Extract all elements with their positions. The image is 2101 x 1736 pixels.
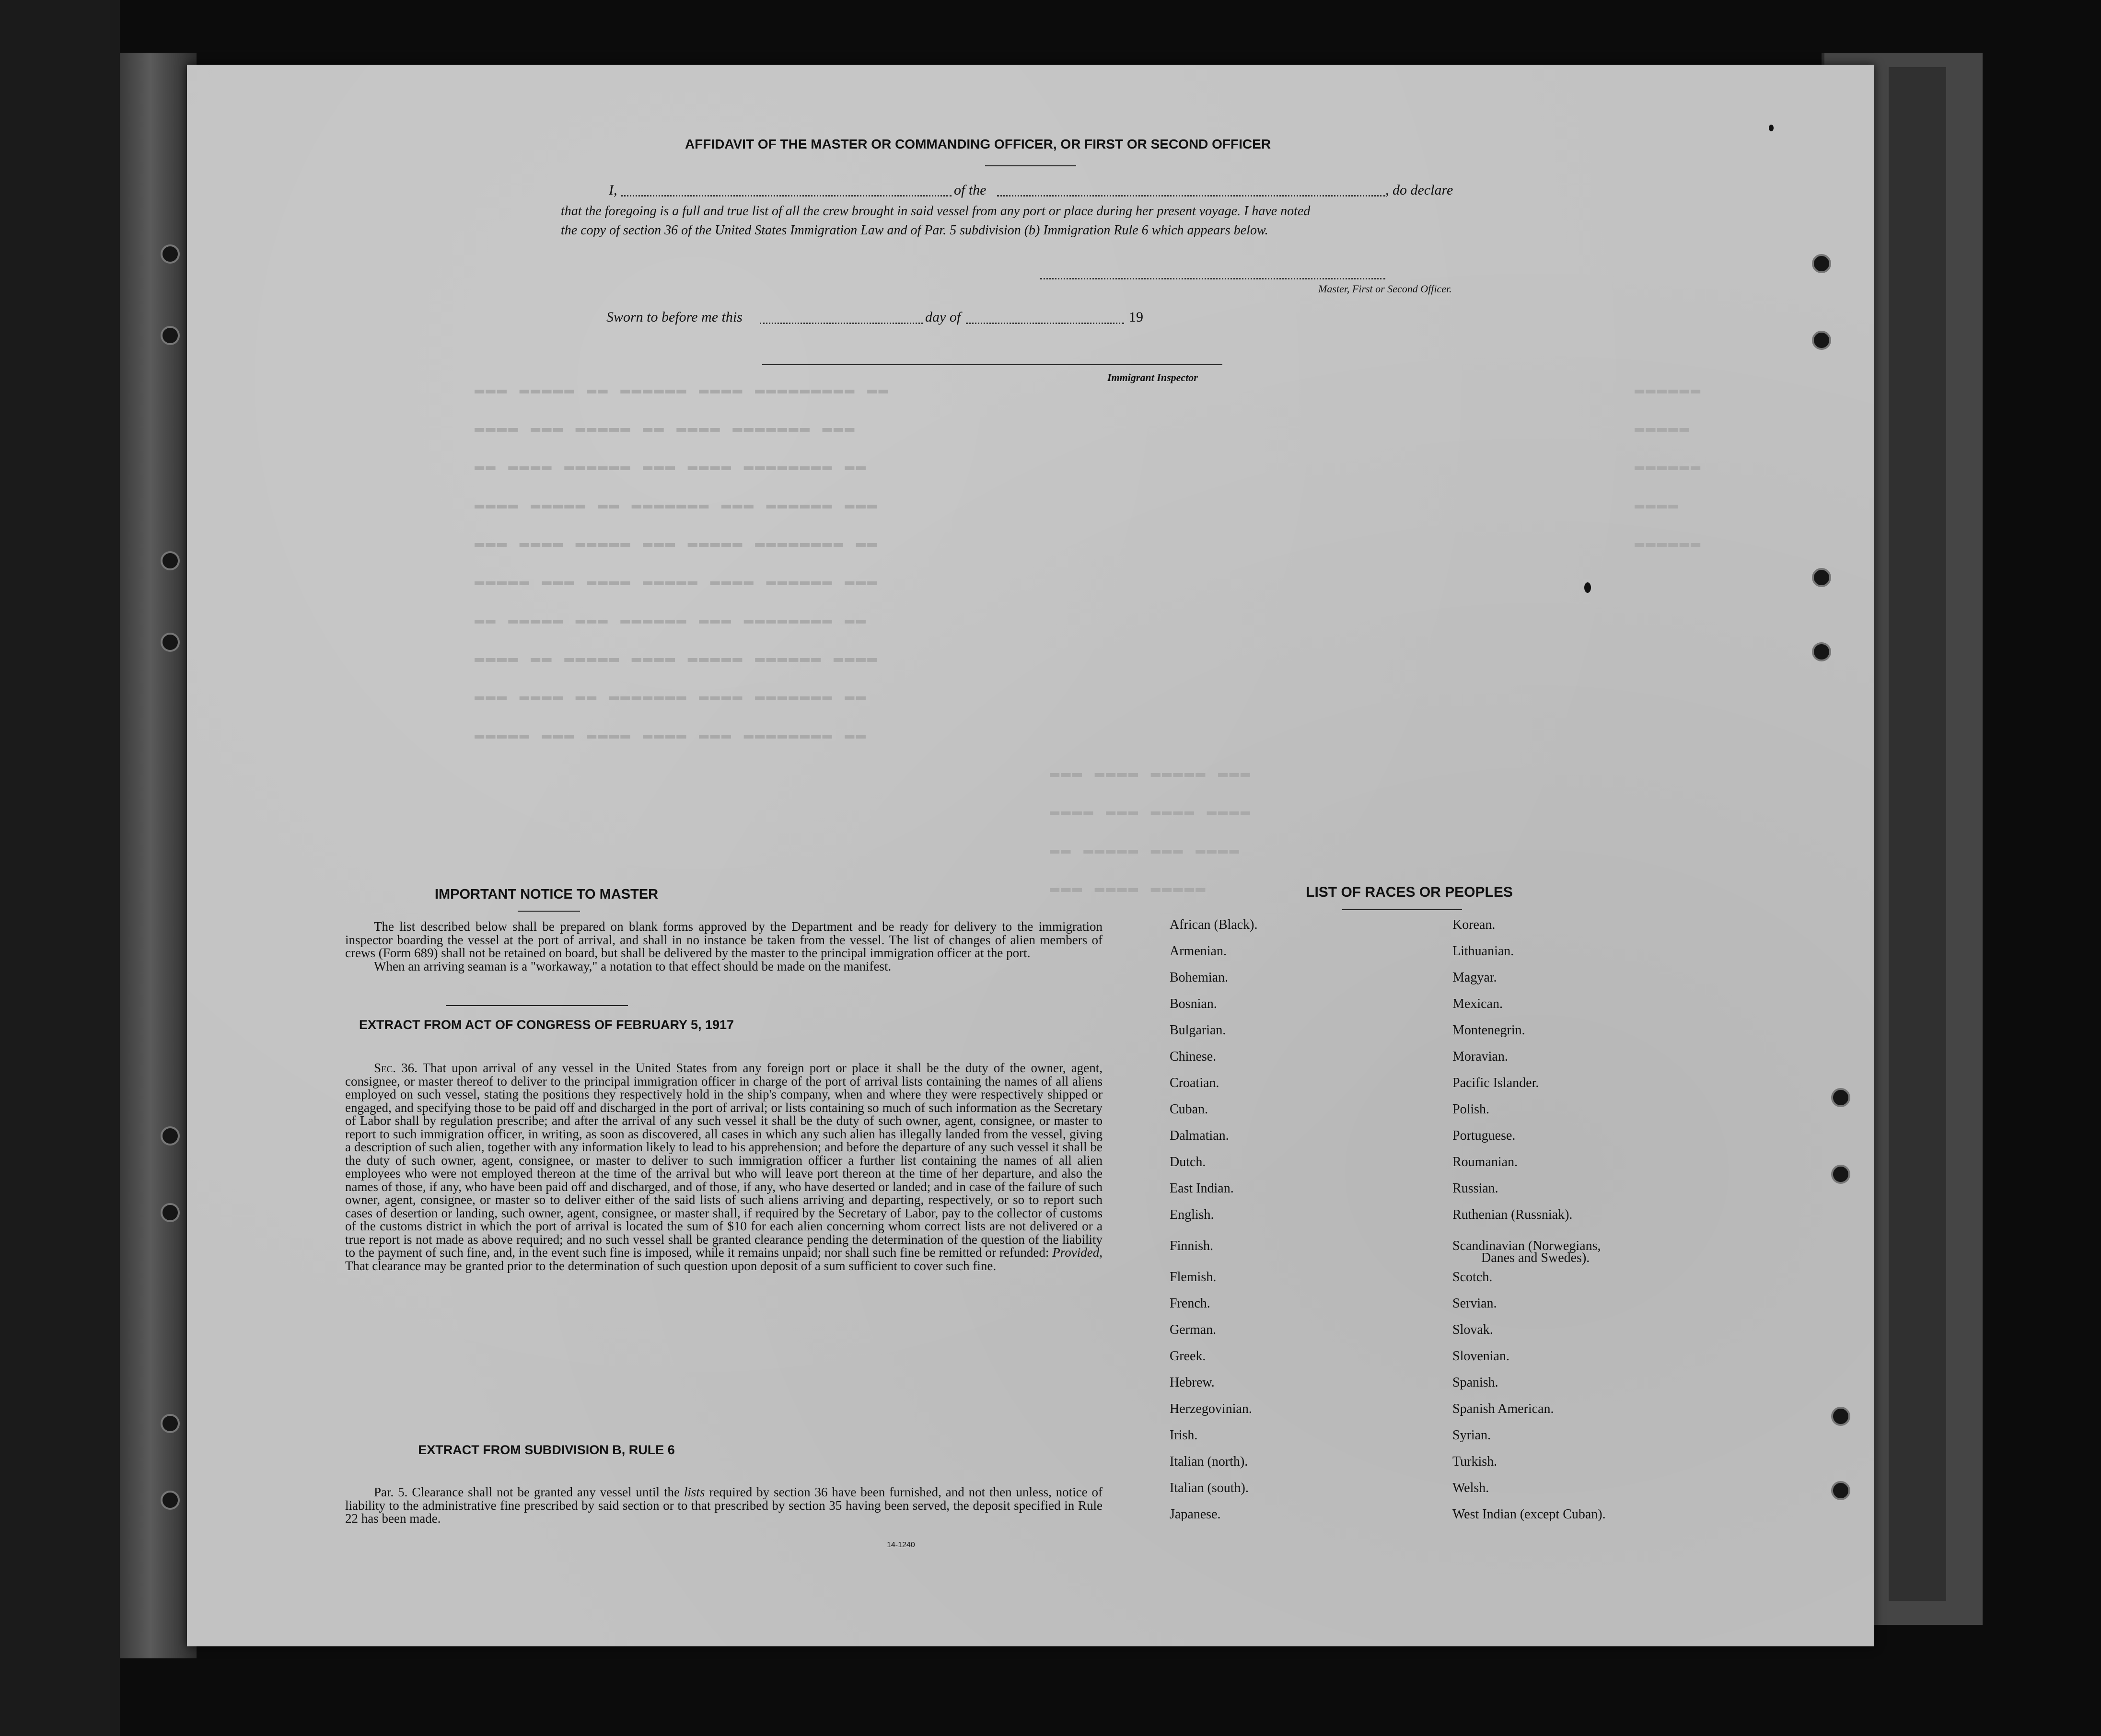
binder-hole	[161, 1203, 180, 1222]
race-item: Portuguese.	[1452, 1128, 1516, 1143]
rule-text-end: required by section 36 have been furnished, and not then unless, notice of liability to the administrative fine prescribed by said section or to that prescribed by section 35 having been served, the deposit specified in Rule 22 has been made.	[345, 1485, 1103, 1526]
binder-hole	[1831, 1407, 1850, 1426]
race-item: French.	[1170, 1296, 1210, 1311]
race-item: Hebrew.	[1170, 1375, 1215, 1390]
race-item: Cuban.	[1170, 1102, 1208, 1117]
race-item-continuation: Danes and Swedes).	[1481, 1250, 1590, 1265]
bleed-through: ▬▬▬▬▬ ▬▬▬ ▬▬▬▬ ▬▬▬▬▬ ▬▬▬▬ ▬▬▬▬▬▬ ▬▬▬	[475, 573, 879, 591]
sworn-text: Sworn to before me this	[606, 309, 743, 325]
binder-hole	[1831, 1088, 1850, 1107]
race-item: Welsh.	[1452, 1481, 1489, 1495]
officer-signature-field[interactable]	[1040, 278, 1385, 279]
bleed-through: ▬▬ ▬▬▬▬▬ ▬▬▬ ▬▬▬▬	[1050, 841, 1241, 859]
bleed-through: ▬▬▬ ▬▬▬▬▬ ▬▬ ▬▬▬▬▬▬ ▬▬▬▬ ▬▬▬▬▬▬▬▬▬ ▬▬	[475, 381, 890, 399]
race-item: Moravian.	[1452, 1049, 1508, 1064]
act-extract-title: EXTRACT FROM ACT OF CONGRESS OF FEBRUARY 5, 1917	[359, 1018, 734, 1032]
race-item: East Indian.	[1170, 1181, 1234, 1196]
race-item: Armenian.	[1170, 944, 1227, 959]
race-item: Herzegovinian.	[1170, 1401, 1252, 1416]
notice-title: IMPORTANT NOTICE TO MASTER	[434, 887, 659, 902]
race-item: West Indian (except Cuban).	[1452, 1507, 1606, 1522]
race-item: Greek.	[1170, 1349, 1206, 1364]
affidavit-line-2: that the foregoing is a full and true list of all the crew brought in said vessel from any port or place during her present voyage. I have noted	[561, 204, 1311, 219]
signature-label: Master, First or Second Officer.	[1318, 283, 1452, 295]
binder-hole	[161, 326, 180, 345]
notice-text	[345, 920, 1103, 973]
notice-paragraph-2: When an arriving seaman is a "workaway," a notation to that effect should be made on the manifest.	[374, 959, 892, 973]
race-item: Dutch.	[1170, 1155, 1206, 1169]
section-divider	[446, 1005, 628, 1006]
speck	[1584, 582, 1591, 593]
binder-strip	[120, 53, 197, 1658]
affidavit-line-3: the copy of section 36 of the United States Immigration Law and of Par. 5 subdivision (b) Immigration Rule 6 which appears below.	[561, 223, 1268, 238]
race-item: Bohemian.	[1170, 970, 1229, 985]
binder-hole	[1831, 1481, 1850, 1500]
left-dark-border	[0, 0, 120, 1736]
form-number: 14-1240	[887, 1541, 915, 1549]
sworn-year: 19	[1129, 309, 1143, 325]
binder-hole	[1812, 568, 1831, 587]
bleed-through: ▬▬▬ ▬▬▬▬ ▬▬▬▬▬ ▬▬▬ ▬▬▬▬▬ ▬▬▬▬▬▬▬▬ ▬▬	[475, 534, 879, 553]
bleed-through: ▬▬▬▬	[1635, 496, 1680, 514]
race-item: Japanese.	[1170, 1507, 1221, 1522]
race-item: Servian.	[1452, 1296, 1497, 1311]
races-title: LIST OF RACES OR PEOPLES	[1306, 884, 1513, 900]
race-item: Montenegrin.	[1452, 1023, 1525, 1038]
act-extract-text	[345, 1062, 1103, 1273]
bleed-through: ▬▬▬▬▬▬	[1635, 381, 1702, 399]
declare-suffix: , do declare	[1385, 182, 1453, 198]
race-item: Italian (north).	[1170, 1454, 1248, 1469]
race-item: Chinese.	[1170, 1049, 1217, 1064]
inspector-label: Immigrant Inspector	[1107, 371, 1198, 383]
binder-hole	[1812, 642, 1831, 661]
bleed-through: ▬▬▬▬▬	[1635, 419, 1691, 438]
binder-hole	[161, 633, 180, 652]
race-item: Italian (south).	[1170, 1481, 1249, 1495]
binder-hole	[161, 1414, 180, 1433]
race-item: Slovak.	[1452, 1322, 1493, 1337]
bleed-through: ▬▬▬ ▬▬▬▬ ▬▬ ▬▬▬▬▬▬▬ ▬▬▬▬ ▬▬▬▬▬▬▬ ▬▬	[475, 688, 868, 706]
vessel-prefix: of the	[954, 182, 987, 198]
race-item: Russian.	[1452, 1181, 1498, 1196]
binder-hole	[161, 1126, 180, 1146]
race-item: Korean.	[1452, 917, 1496, 932]
notice-underline	[518, 911, 580, 912]
race-item: English.	[1170, 1207, 1214, 1222]
rule-extract-text	[345, 1486, 1103, 1526]
declarant-name-field[interactable]	[621, 195, 952, 197]
bleed-through: ▬▬▬▬▬▬	[1635, 458, 1702, 476]
race-item: Magyar.	[1452, 970, 1497, 985]
race-item: Scotch.	[1452, 1270, 1493, 1285]
race-item: Turkish.	[1452, 1454, 1497, 1469]
bleed-through: ▬▬ ▬▬▬▬ ▬▬▬▬▬▬ ▬▬▬ ▬▬▬▬ ▬▬▬▬▬▬▬▬ ▬▬	[475, 458, 868, 476]
race-item: Slovenian.	[1452, 1349, 1509, 1364]
form-page	[187, 65, 1874, 1646]
title-underline	[985, 165, 1076, 166]
race-item: Croatian.	[1170, 1076, 1219, 1090]
bleed-through: ▬▬▬▬ ▬▬ ▬▬▬▬▬ ▬▬▬▬ ▬▬▬▬▬ ▬▬▬▬▬▬ ▬▬▬▬	[475, 649, 879, 668]
race-item: Irish.	[1170, 1428, 1198, 1443]
day-of-text: day of	[925, 309, 961, 325]
bleed-through: ▬▬▬▬▬▬	[1635, 534, 1702, 553]
race-item: Spanish.	[1452, 1375, 1498, 1390]
race-item: Scandinavian (Norwegians,	[1452, 1238, 1601, 1253]
binder-hole	[161, 551, 180, 570]
race-item: Polish.	[1452, 1102, 1490, 1117]
races-underline	[1342, 909, 1462, 910]
race-item: Lithuanian.	[1452, 944, 1514, 959]
bleed-through: ▬▬▬▬ ▬▬▬ ▬▬▬▬ ▬▬▬▬	[1050, 803, 1252, 821]
declarant-prefix: I,	[609, 182, 617, 198]
race-item: Mexican.	[1452, 996, 1503, 1011]
section-36-text: That upon arrival of any vessel in the United States from any foreign port or place it shall be the duty of the owner, agent, consignee, or master thereof to deliver to the principal immigration officer in charge of the port of arrival lists containing the names of all aliens employed on such vessel, stating the positions they respectively hold in the ship's company, when and where they were respectively shipped or engaged, and specifying those to be paid off and discharged in the port of arrival; or lists containing so much of such information as the Secretary of Labor shall by regulation prescribe; and after the arrival of any such vessel it shall be the duty of such owner, agent, consignee, or master to report to such immigration officer, in writing, as soon as discovered, all cases in which any such alien has illegally landed from the vessel, giving a description of such alien, together with any information likely to lead to his apprehension; and before the departure of any such vessel it shall be the duty of such owner, agent, consignee, or master to deliver to such immigration officer a further list containing the names of all alien employees who were not employed thereon at the time of the arrival but who will leave port thereon at the time of her departure, and also the names of those, if any, who have been paid off and discharged, and of those, if any, who have deserted or landed; and in case of the failure of such owner, agent, consignee, or master so to deliver either of the said lists of such aliens arriving and departing, respectively, or so to report such cases of desertion or landing, such owner, agent, consignee, or master shall, if required by the Secretary of Labor, pay to the collector of customs of the customs district in which the port of arrival is located the sum of $10 for each alien concerning whom correct lists are not delivered or a true report is not made as above required; and no such vessel shall be granted clearance pending the determination of the question of the liability to the payment of such fine, and, in the event such fine is imposed, while it remains unpaid; nor shall such fine be remitted or refunded:	[345, 1061, 1103, 1260]
race-item: Pacific Islander.	[1452, 1076, 1539, 1090]
race-item: German.	[1170, 1322, 1217, 1337]
bleed-through: ▬▬ ▬▬▬▬▬ ▬▬▬ ▬▬▬▬▬▬ ▬▬▬ ▬▬▬▬▬▬▬▬ ▬▬	[475, 611, 868, 629]
bleed-through: ▬▬▬ ▬▬▬▬ ▬▬▬▬▬ ▬▬▬	[1050, 764, 1252, 783]
race-item: Flemish.	[1170, 1270, 1217, 1285]
bleed-through: ▬▬▬▬ ▬▬▬ ▬▬▬▬▬ ▬▬ ▬▬▬▬ ▬▬▬▬▬▬▬ ▬▬▬	[475, 419, 856, 438]
binder-hole	[1812, 254, 1831, 273]
notice-paragraph-1: The list described below shall be prepared on blank forms approved by the Department and be ready for delivery to the immigration inspector boarding the vessel at the port of arrival, and shall in no instance be taken from the vessel. The list of changes of alien members of crews (Form 689) shall not be retained on board, but shall be delivered by the master to the principal immigration officer at the port.	[345, 919, 1103, 960]
affidavit-title: AFFIDAVIT OF THE MASTER OR COMMANDING OFFICER, OR FIRST OR SECOND OFFICER	[685, 137, 1271, 151]
race-item: Roumanian.	[1452, 1155, 1518, 1169]
bleed-through: ▬▬▬▬ ▬▬▬▬▬ ▬▬ ▬▬▬▬▬▬▬ ▬▬▬ ▬▬▬▬▬▬ ▬▬▬	[475, 496, 879, 514]
race-item: Syrian.	[1452, 1428, 1491, 1443]
bleed-through: ▬▬▬ ▬▬▬▬ ▬▬▬▬▬	[1050, 880, 1207, 898]
vessel-name-field[interactable]	[997, 195, 1385, 197]
race-item: Bosnian.	[1170, 996, 1217, 1011]
race-item: Dalmatian.	[1170, 1128, 1229, 1143]
binder-hole	[161, 1491, 180, 1510]
lists-word: lists	[684, 1485, 705, 1499]
race-item: Bulgarian.	[1170, 1023, 1226, 1038]
rule-extract-title: EXTRACT FROM SUBDIVISION B, RULE 6	[418, 1443, 675, 1457]
race-item: Spanish American.	[1452, 1401, 1554, 1416]
race-item: Finnish.	[1170, 1238, 1214, 1253]
binder-hole	[1831, 1165, 1850, 1184]
race-item: Ruthenian (Russniak).	[1452, 1207, 1573, 1222]
inspector-signature-line[interactable]	[762, 364, 1222, 365]
section-36-end: That clearance may be granted prior to the determination of such question upon deposit of a sum sufficient to cover such fine.	[345, 1258, 997, 1273]
bleed-through: ▬▬▬▬▬ ▬▬▬ ▬▬▬▬ ▬▬▬▬ ▬▬▬ ▬▬▬▬▬▬▬▬ ▬▬	[475, 726, 868, 744]
speck	[1769, 125, 1774, 131]
rule-text-start: Par. 5. Clearance shall not be granted any vessel until the	[374, 1485, 680, 1499]
race-item: African (Black).	[1170, 917, 1258, 932]
provided-word: Provided,	[1052, 1245, 1103, 1260]
section-label: Sec. 36.	[374, 1061, 418, 1075]
ledger-edge	[1889, 67, 1946, 1601]
binder-hole	[1812, 331, 1831, 350]
sworn-month-field[interactable]	[966, 323, 1124, 324]
sworn-day-field[interactable]	[760, 323, 923, 324]
binder-hole	[161, 244, 180, 264]
